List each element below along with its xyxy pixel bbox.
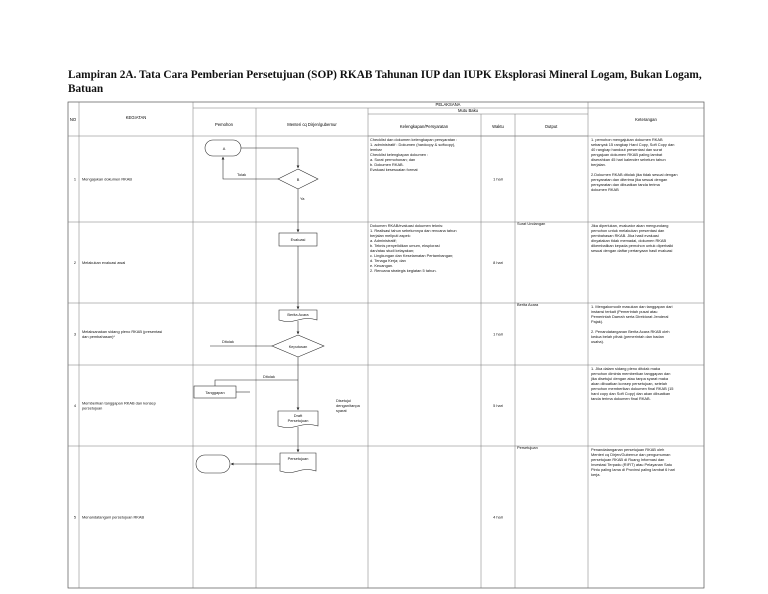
row-kegiatan-line: persetujuan bbox=[82, 405, 103, 411]
row-keterangan-line: Penandatanganan persetujuan RKAB oleh bbox=[591, 447, 665, 452]
row-kelengkapan-line: b. Dokumen RKAB. bbox=[370, 162, 404, 167]
row-keterangan-line: pemohon memberikan dokumen final RKAB (15 bbox=[591, 386, 674, 391]
row-keterangan-line: usaha). bbox=[591, 339, 604, 344]
row-number: 4 bbox=[73, 403, 76, 408]
row-output-line: Berita Acara bbox=[517, 302, 539, 307]
disetujui-label-1: Disetujui bbox=[336, 398, 351, 403]
row-output-line: Surat Undangan bbox=[517, 221, 546, 226]
berita-acara-label: Berita Acara bbox=[287, 312, 309, 317]
header-mutu-baku: Mutu Baku bbox=[457, 108, 479, 113]
row-keterangan-line: persyaratan dan dibuatkan tanda terima bbox=[591, 182, 660, 187]
row-keterangan-line: 40 rangkap handout presentasi dan surat bbox=[591, 147, 662, 152]
row-kegiatan-line: dan pembahasan)* bbox=[82, 334, 115, 339]
row-number: 3 bbox=[73, 331, 76, 337]
row-kelengkapan-line: 2. Rencana strategis kegiatan 5 tahun. bbox=[370, 268, 437, 273]
table-rows bbox=[74, 137, 678, 520]
header-pelaksana: PELAKSANA bbox=[435, 102, 461, 107]
keputusan-label: Keputusan bbox=[288, 344, 308, 349]
header-no: NO bbox=[69, 117, 77, 122]
row-kelengkapan-line: 1. Realisasi tahun sebelumnya dan rencana tahun bbox=[370, 228, 457, 233]
row-waktu: 1 hari bbox=[493, 176, 503, 182]
row-keterangan-line: Pemerintah Daerah serta Direktorat Jenderal bbox=[591, 314, 669, 319]
row-kelengkapan-line: a. Surat permohonan; dan bbox=[370, 157, 416, 162]
row-waktu: 1 hari bbox=[493, 331, 503, 337]
row-kegiatan-line: Melakukan evaluasi awal bbox=[82, 260, 126, 265]
row-kelengkapan-line: d. Tenaga Kerja; dan bbox=[370, 258, 406, 263]
row-keterangan-line: 1. pemohon mengajukan dokumen RKAB bbox=[591, 137, 663, 142]
evaluasi-label: Evaluasi bbox=[290, 237, 306, 242]
row-keterangan-line: diserahkan 45 hari kalender sebelum tahun bbox=[591, 157, 666, 162]
row-kelengkapan-line: lembar bbox=[370, 147, 382, 152]
row-keterangan-line: tanda terima dokumen final RKAB. bbox=[591, 396, 651, 401]
row-waktu: 5 hari bbox=[493, 403, 503, 408]
row-keterangan-line: Pajak). bbox=[591, 319, 604, 324]
flowchart bbox=[194, 140, 324, 473]
row-kelengkapan-line: Dokumen RKAB/evaluasi dokumen teknis: bbox=[370, 223, 444, 228]
column-grid bbox=[79, 102, 588, 588]
row-kelengkapan-line: Checklist dan dokumen kelengkapan persyaratan : bbox=[370, 137, 458, 142]
row-keterangan-line: pembahasan RKAB. Jika hasil evaluasi bbox=[591, 233, 659, 238]
row-keterangan-line: kedua belah pihak (pemerintah dan badan bbox=[591, 334, 664, 339]
row-number: 2 bbox=[73, 260, 76, 265]
disetujui-label-2: dengan/tanpa bbox=[336, 403, 360, 408]
row-keterangan-line: dikembalikan kepada pemohon untuk diperbaiki bbox=[591, 243, 674, 248]
tanggapan-label: Tanggapan bbox=[205, 390, 225, 395]
tolak-label: Tolak bbox=[237, 172, 247, 177]
row-kelengkapan-line: c. Lingkungan dan Keselamatan Pertambangan; bbox=[370, 253, 454, 258]
row-keterangan-line: pemohon diminta memberikan tanggapan dan bbox=[591, 371, 671, 376]
row-kegiatan-line: Melaksanakan sidang pleno RKAB (presentasi bbox=[82, 329, 163, 334]
decision-1-label: B bbox=[296, 177, 300, 182]
header-menteri: Menteri cq Dirjen/gubernur bbox=[287, 122, 337, 127]
end-terminator bbox=[196, 455, 230, 473]
row-keterangan-line: jika disetujui dengan atau tanpa syarat maka bbox=[591, 376, 668, 381]
ditolak-label-2: Ditolak bbox=[263, 374, 275, 379]
row-keterangan-line: kerja. bbox=[591, 472, 601, 477]
row-keterangan-line: pemohon untuk melakukan presentasi dan bbox=[591, 228, 665, 233]
persetujuan-flow-label: Persetujuan bbox=[287, 456, 309, 461]
row-keterangan-line: instansi terkait (Pemerintah pusat atau bbox=[591, 309, 658, 314]
row-keterangan-line: Menteri cq Dirjen/Gubernur dan pengumuman bbox=[591, 452, 671, 457]
row-keterangan-line: 1. Jika dalam sidang pleno ditolak maka bbox=[591, 366, 660, 371]
row-keterangan-line: hard copy dan Soft Copy) dan akan dibuatkan bbox=[591, 391, 671, 396]
row-waktu: 4 hari bbox=[493, 514, 503, 520]
ditolak-label-1: Ditolak bbox=[222, 339, 234, 344]
disetujui-label-3: syarat bbox=[336, 408, 347, 413]
row-keterangan-line: sesuai dengan daftar pertanyaan hasil evaluasi bbox=[591, 248, 673, 253]
row-keterangan-line: dinyatakan tidak memadai, dokumen RKAB bbox=[591, 238, 667, 243]
header-kelengkapan: Kelengkapan/Persyaratan bbox=[399, 124, 449, 129]
row-keterangan-line: akan dibuatkan konsep persetujuan, setelah bbox=[591, 381, 668, 386]
row-kelengkapan-line: 1. administratif : Dokumen (hardcopy & softcopy), bbox=[370, 142, 456, 147]
row-keterangan-line: sebanyak 15 rangkap Hard Copy, Soft Copy dan bbox=[591, 142, 675, 147]
header-output: Output bbox=[544, 124, 558, 129]
document-title: Lampiran 2A. Tata Cara Pemberian Persetujuan (SOP) RKAB Tahunan IUP dan IUPK Eksplorasi Mineral Logam, Bukan Logam, Batuan bbox=[68, 69, 702, 95]
row-kegiatan-line: Menandatangani persetujuan RKAB bbox=[82, 514, 145, 520]
row-kelengkapan-line: e. Keuangan. bbox=[370, 263, 394, 268]
header-waktu: Waktu bbox=[492, 124, 504, 129]
row-kegiatan-line: Memberikan tanggapan RKAB dan konsep bbox=[82, 400, 156, 406]
header-grid bbox=[68, 108, 704, 136]
row-kelengkapan-line: Evaluasi kesesuaian format bbox=[370, 167, 418, 172]
row-number: 5 bbox=[73, 514, 76, 520]
start-label: A bbox=[222, 146, 226, 151]
row-kelengkapan-line: dan/atau studi kelayakan; bbox=[370, 248, 415, 253]
row-keterangan-line: dokumen RKAB bbox=[591, 187, 619, 192]
row-number: 1 bbox=[73, 176, 76, 182]
draft-label-2: Persetujuan bbox=[287, 418, 309, 423]
row-kegiatan-line: Mengajukan dokumen RKAB bbox=[82, 176, 132, 182]
draft-label-1: Draft bbox=[293, 413, 303, 418]
row-keterangan-line: persyaratan dan diterima jika sesuai dengan bbox=[591, 177, 668, 182]
row-waktu: 8 hari bbox=[493, 260, 503, 265]
header-kegiatan: KEGIATAN bbox=[125, 115, 147, 120]
row-keterangan-line: Investasi Terpadu (RIFIT) atau Pelayanan Satu bbox=[591, 462, 673, 467]
row-kelengkapan-line: b. Teknis penyelidikan umum, eksplorasi bbox=[370, 243, 440, 248]
row-keterangan-line: pengajuan dokumen RKAB paling lambat bbox=[591, 152, 663, 157]
row-keterangan-line: 2.Dokumen RKAB ditolak jika tidak sesuai dengan bbox=[591, 172, 678, 177]
header-pemohon: Pemohon bbox=[215, 122, 233, 127]
row-keterangan-line: 2. Penandatanganan Berita Acara RKAB oleh bbox=[591, 329, 670, 334]
row-kelengkapan-line: berjalan meliputi aspek: bbox=[370, 233, 411, 238]
row-keterangan-line: Jika diperlukan, evaluator akan mengundang bbox=[591, 223, 669, 228]
ya-label: Ya bbox=[300, 196, 305, 201]
row-keterangan-line: berjalan. bbox=[591, 162, 606, 167]
row-keterangan-line: persetujuan RKAB di Ruang Informasi dan bbox=[591, 457, 665, 462]
header-keterangan: Keterangan bbox=[635, 117, 657, 122]
row-output-line: Persetujuan bbox=[517, 445, 538, 450]
row-kelengkapan-line: a. Administratif; bbox=[370, 238, 397, 243]
row-keterangan-line: Pintu paling lama di Provinsi paling lambat 6 hari bbox=[591, 467, 675, 472]
row-keterangan-line: 1. Mengakomodir masukan dan tanggapan dari bbox=[591, 304, 673, 309]
row-kelengkapan-line: Checklist kelengkapan dokumen : bbox=[370, 152, 429, 157]
